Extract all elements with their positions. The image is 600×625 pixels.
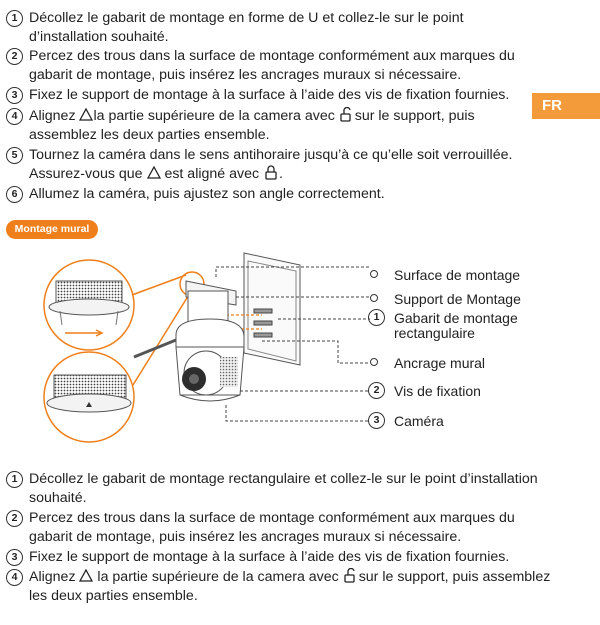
step-text-a: Alignez	[29, 108, 80, 124]
step-text-b: la partie supérieure de la camera avec	[93, 108, 339, 124]
step-text: Décollez le gabarit de montage rectangulaire et collez-le sur le point d’installation souhaité.	[29, 471, 538, 506]
triangle-icon	[147, 166, 161, 179]
camera-body	[134, 291, 244, 401]
lock-icon	[263, 165, 279, 180]
step-text-c: .	[279, 166, 283, 182]
step-number: 3	[6, 549, 23, 566]
step-number: 6	[6, 186, 23, 203]
step-text-a: Alignez	[29, 569, 80, 585]
step-text: Fixez le support de montage à la surface à l’aide des vis de fixation fournies.	[29, 549, 510, 565]
step-bottom-4	[6, 568, 551, 606]
step-number: 4	[6, 569, 23, 586]
step-text-c: sur le support, puis assemblez les deux parties ensemble.	[29, 569, 551, 604]
label-marker	[370, 270, 378, 278]
language-tab: FR	[532, 93, 600, 119]
label-mounting-surface: Surface de montage	[394, 267, 521, 283]
step-bottom-1	[6, 470, 551, 508]
step-top-2	[6, 47, 526, 85]
step-text: Percez des trous dans la surface de montage conformément aux marques du gabarit de montage, puis insérez les ancrages muraux si nécessaire.	[29, 48, 515, 83]
unlock-icon	[339, 107, 355, 122]
screws	[254, 309, 272, 337]
section-pill: Montage mural	[6, 220, 98, 239]
step-text-c: sur le support, puis assemblez les deux parties ensemble.	[29, 108, 475, 143]
step-top-4	[6, 107, 526, 145]
detail-circle-bottom	[44, 352, 134, 442]
step-text-b: est aligné avec	[160, 166, 264, 182]
step-number: 1	[6, 10, 23, 27]
label-marker	[370, 358, 378, 366]
label-number: 1	[368, 309, 385, 326]
triangle-icon	[79, 569, 93, 582]
step-number: 5	[6, 147, 23, 164]
label-mounting-support: Support de Montage	[394, 291, 521, 307]
step-text-b: la partie supérieure de la camera avec	[93, 569, 343, 585]
unlock-icon	[343, 568, 359, 583]
step-number: 3	[6, 87, 23, 104]
step-top-6	[6, 185, 526, 204]
step-text-a: Tournez la caméra dans le sens antihoraire jusqu’à ce qu’elle soit verrouillée. Assurez-vous que	[29, 147, 513, 182]
step-text: Percez des trous dans la surface de montage conformément aux marques du gabarit de montage, puis insérez les ancrages muraux si nécessaire.	[29, 510, 515, 545]
label-camera: Caméra	[394, 413, 444, 429]
label-template: Gabarit de montage rectangulaire	[394, 310, 518, 341]
label-number: 2	[368, 382, 385, 399]
step-bottom-3	[6, 548, 551, 567]
step-text: Allumez la caméra, puis ajustez son angle correctement.	[29, 186, 385, 202]
step-number: 2	[6, 48, 23, 65]
step-text: Décollez le gabarit de montage en forme de U et collez-le sur le point d’installation souhaité.	[29, 10, 464, 45]
step-number: 1	[6, 471, 23, 488]
step-bottom-2	[6, 509, 551, 547]
step-text: Fixez le support de montage à la surface à l’aide des vis de fixation fournies.	[29, 87, 510, 103]
step-top-5	[6, 146, 526, 184]
step-top-3	[6, 86, 526, 105]
label-number: 3	[368, 412, 385, 429]
label-marker	[370, 294, 378, 302]
step-top-1	[6, 9, 526, 47]
triangle-icon	[79, 108, 93, 121]
label-screws: Vis de fixation	[394, 383, 481, 399]
detail-circle-top	[44, 260, 134, 350]
step-number: 2	[6, 510, 23, 527]
label-wall-anchor: Ancrage mural	[394, 355, 486, 371]
step-number: 4	[6, 108, 23, 125]
